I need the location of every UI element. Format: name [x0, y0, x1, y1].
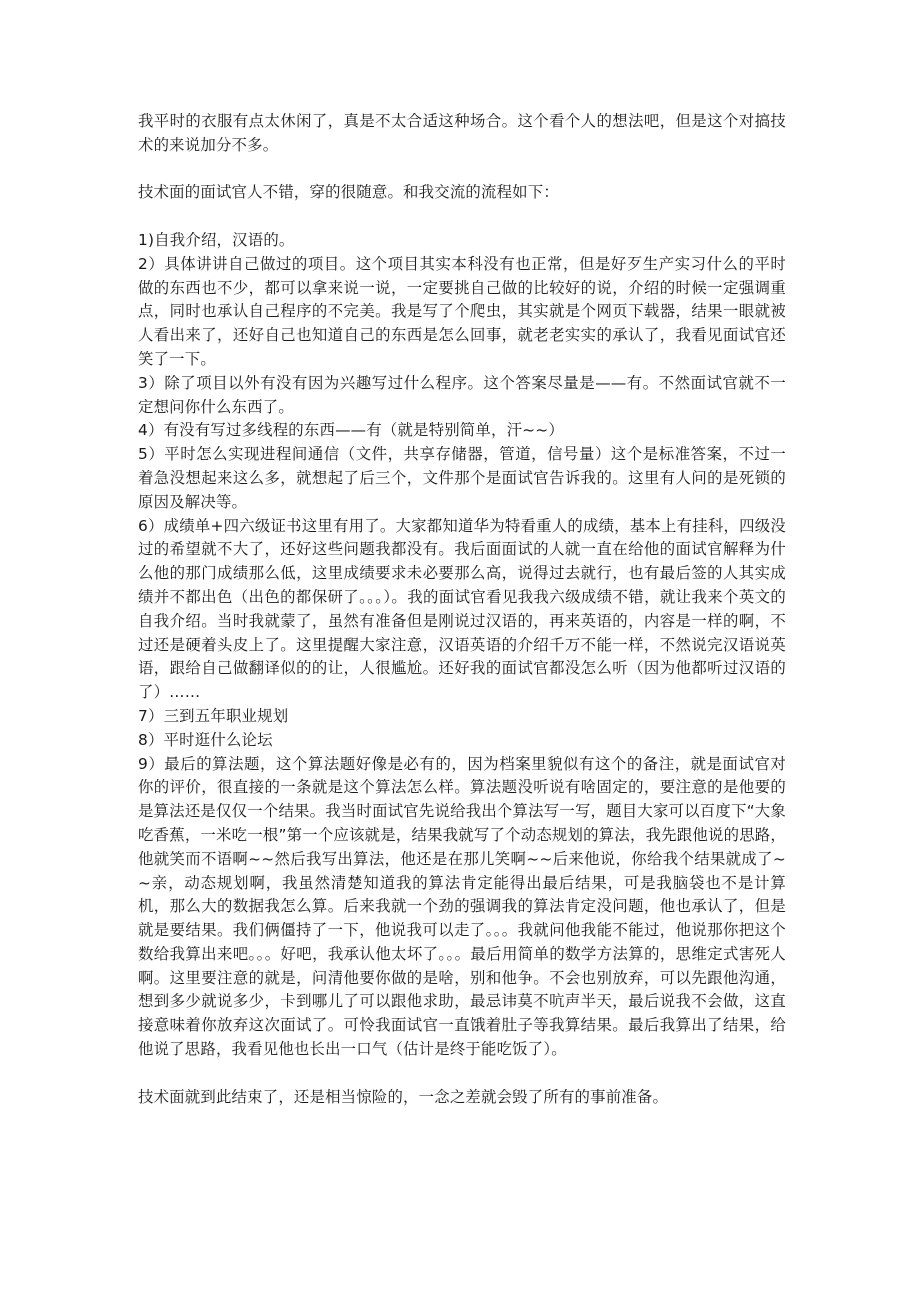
- paragraph-spacer: [138, 158, 786, 182]
- list-item-step-9: 9）最后的算法题，这个算法题好像是必有的，因为档案里貌似有这个的备注，就是面试官对你的评价，很直接的一条就是这个算法怎么样。算法题没听说有啥固定的，要注意的是他要的是算法还是仅仅一个结果。我当时面试官先说给我出个算法写一写，题目大家可以百度下“大象吃香蕉，一米吃一根”第一个应该就是，结果我就写了个动态规划的算法，我先跟他说的思路，他就笑而不语啊~~然后我写出算法，他还是在那儿笑啊~~后来他说，你给我个结果就成了~~亲，动态规划啊，我虽然清楚知道我的算法肯定能得出最后结果，可是我脑袋也不是计算机，那么大的数据我怎么算。后来我就一个劲的强调我的算法肯定没问题，他也承认了，但是就是要结果。我们俩僵持了一下，他说我可以走了。。。我就问他我能不能过，他说那你把这个数给我算出来吧。。。好吧，我承认他太坏了。。。最后用简单的数学方法算的，思维定式害死人啊。这里要注意的就是，问清他要你做的是啥，别和他争。不会也别放弃，可以先跟他沟通，想到多少就说多少，卡到哪儿了可以跟他求助，最忌讳莫不吭声半天，最后说我不会做，这直接意味着你放弃这次面试了。可怜我面试官一直饿着肚子等我算结果。最后我算出了结果，给他说了思路，我看见他也长出一口气（估计是终于能吃饭了）。: [138, 754, 786, 1059]
- list-item-step-1: 1)自我介绍，汉语的。: [138, 230, 295, 249]
- list-item-step-6: 6）成绩单+四六级证书这里有用了。大家都知道华为特看重人的成绩，基本上有挂科，四级没过的希望就不大了，还好这些问题我都没有。我后面面试的人就一直在给他的面试官解释为什么他的那门成绩那么低，这里成绩要求未必要那么高，说得过去就行，也有最后签的人其实成绩并不都出色（出色的都保研了。。。）。我的面试官看见我我六级成绩不错，就让我来个英文的自我介绍。当时我就蒙了，虽然有准备但是刚说过汉语的，再来英语的，内容是一样的啊，不过还是硬着头皮上了。这里提醒大家注意，汉语英语的介绍千万不能一样，不然说完汉语说英语，跟给自己做翻译似的的让，人很尴尬。还好我的面试官都没怎么听（因为他都听过汉语的了）……: [138, 516, 786, 702]
- list-item-step-7: 7）三到五年职业规划: [138, 706, 289, 725]
- list-item-step-3: 3）除了项目以外有没有因为兴趣写过什么程序。这个答案尽量是——有。不然面试官就不一定想问你什么东西了。: [138, 373, 786, 416]
- list-item-step-8: 8）平时逛什么论坛: [138, 730, 273, 749]
- closing-paragraph: 技术面就到此结束了，还是相当惊险的，一念之差就会毁了所有的事前准备。: [138, 1087, 669, 1106]
- list-item-step-5: 5）平时怎么实现进程间通信（文件，共享存储器，管道，信号量）这个是标准答案，不过一着急没想起来这么多，就想起了后三个，文件那个是面试官告诉我的。这里有人问的是死锁的原因及解决等。: [138, 445, 786, 511]
- interview-steps-list: [138, 229, 786, 1062]
- document-page: [138, 110, 786, 1109]
- list-item-step-2: 2）具体讲讲自己做过的项目。这个项目其实本科没有也正常，但是好歹生产实习什么的平时做的东西也不少，都可以拿来说一说，一定要挑自己做的比较好的说，介绍的时候一定强调重点，同时也承认自己程序的不完美。我是写了个爬虫，其实就是个网页下载器，结果一眼就被人看出来了，还好自己也知道自己的东西是怎么回事，就老老实实的承认了，我看见面试官还笑了一下。: [138, 254, 786, 368]
- interviewer-paragraph: 技术面的面试官人不错，穿的很随意。和我交流的流程如下：: [138, 183, 559, 202]
- list-item-step-4: 4）有没有写过多线程的东西——有（就是特别简单，汗~~）: [138, 421, 564, 440]
- paragraph-spacer: [138, 1062, 786, 1086]
- intro-paragraph: 我平时的衣服有点太休闲了，真是不太合适这种场合。这个看个人的想法吧，但是这个对搞技术的来说加分不多。: [138, 112, 786, 154]
- paragraph-spacer: [138, 205, 786, 229]
